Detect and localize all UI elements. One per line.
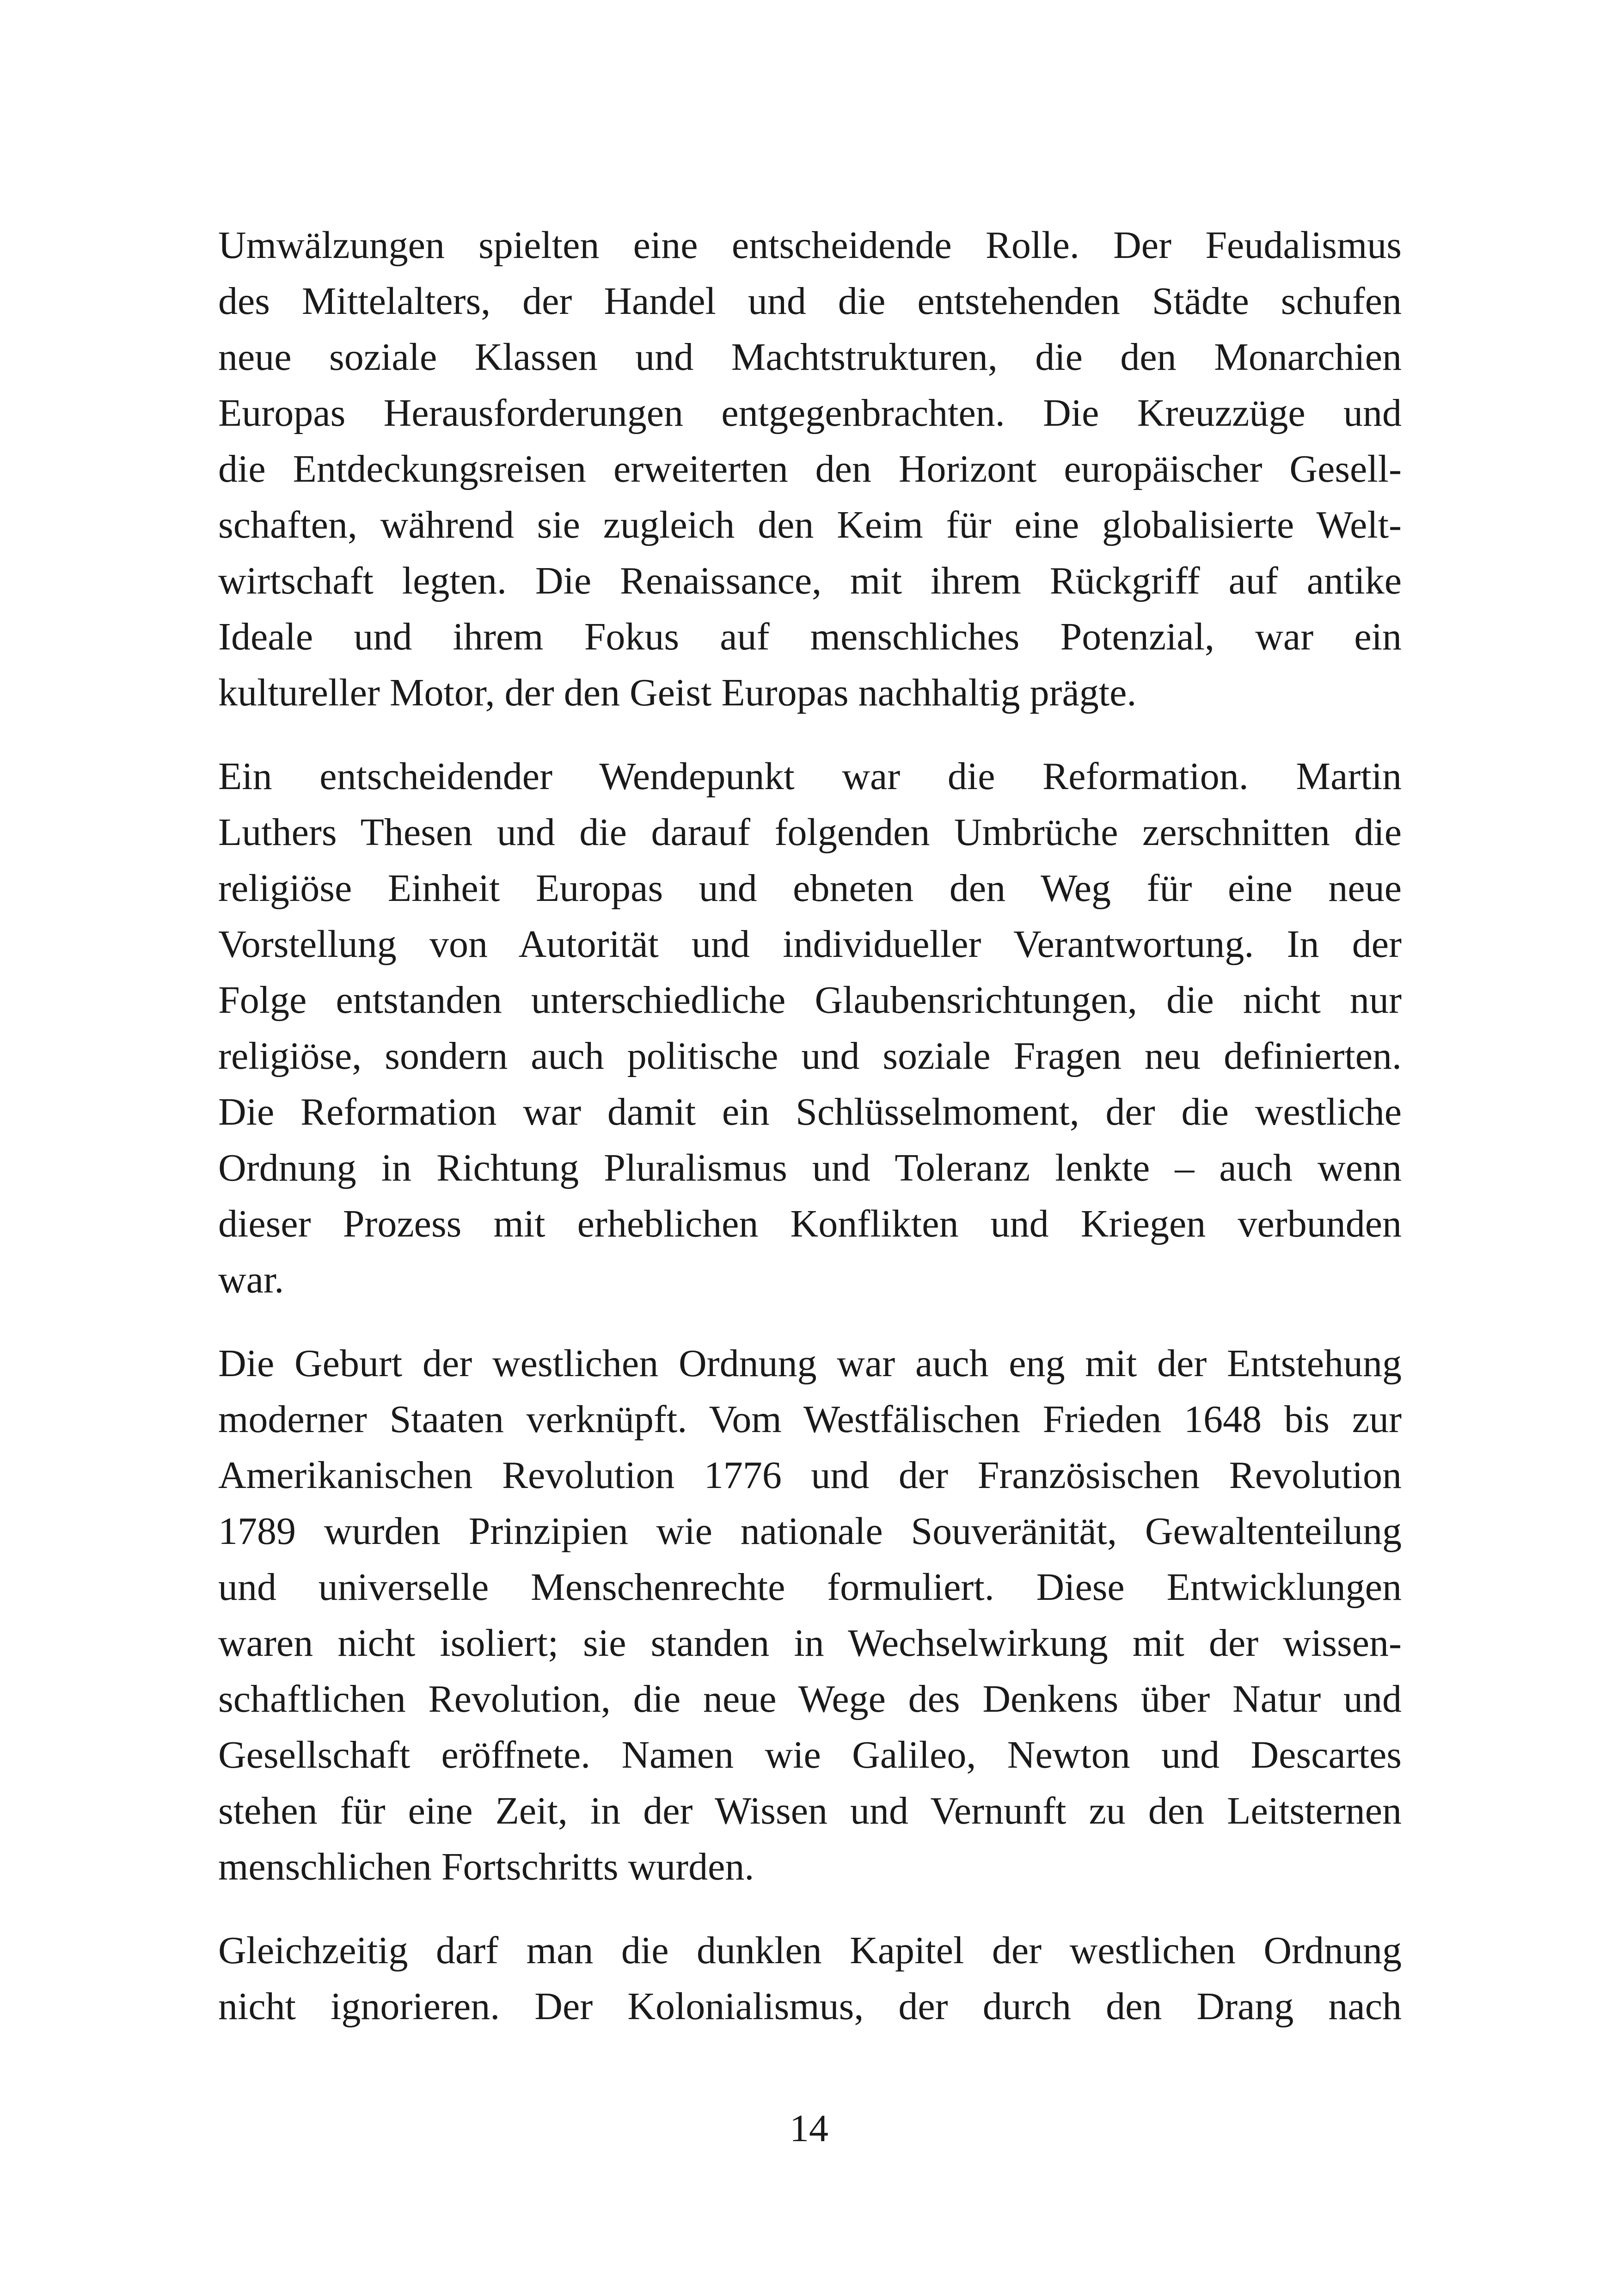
text-line: Europas Herausforderungen entgegenbrachten. Die Kreuzzüge und	[218, 392, 1402, 435]
text-line: moderner Staaten verknüpft. Vom Westfälischen Frieden 1648 bis zur	[218, 1398, 1402, 1441]
text-line: Ideale und ihrem Fokus auf menschliches Potenzial, war ein	[218, 615, 1402, 658]
text-line: nicht ignorieren. Der Kolonialismus, der durch den Drang nach	[218, 1985, 1402, 2028]
text-line: Vorstellung von Autorität und individueller Verantwortung. In der	[218, 923, 1402, 966]
text-line: und universelle Menschenrechte formuliert. Diese Entwicklungen	[218, 1566, 1402, 1609]
page-number: 14	[790, 2107, 828, 2150]
text-line: Die Geburt der westlichen Ordnung war auch eng mit der Entstehung	[218, 1342, 1402, 1385]
text-line: Luthers Thesen und die darauf folgenden Umbrüche zerschnitten die	[218, 811, 1402, 854]
text-line: stehen für eine Zeit, in der Wissen und Vernunft zu den Leitsternen	[218, 1789, 1402, 1832]
text-line: Gleichzeitig darf man die dunklen Kapitel der westlichen Ordnung	[218, 1929, 1402, 1972]
text-line: 1789 wurden Prinzipien wie nationale Souveränität, Gewaltenteilung	[218, 1510, 1402, 1553]
text-line: Gesellschaft eröffnete. Namen wie Galileo, Newton und Descartes	[218, 1733, 1402, 1776]
text-line: schaften, während sie zugleich den Keim für eine globalisierte Welt-	[218, 503, 1402, 546]
text-line: religiöse Einheit Europas und ebneten den Weg für eine neue	[218, 867, 1402, 910]
text-line: wirtschaft legten. Die Renaissance, mit ihrem Rückgriff auf antike	[218, 559, 1402, 602]
paragraph-2	[218, 748, 1402, 1308]
text-line: schaftlichen Revolution, die neue Wege des Denkens über Natur und	[218, 1678, 1402, 1720]
text-line: menschlichen Fortschritts wurden.	[218, 1845, 754, 1888]
text-line: Die Reformation war damit ein Schlüsselmoment, der die westliche	[218, 1090, 1402, 1133]
text-line: dieser Prozess mit erheblichen Konflikten und Kriegen verbunden	[218, 1202, 1402, 1245]
text-line: Ein entscheidender Wendepunkt war die Reformation. Martin	[218, 755, 1402, 798]
paragraph-3	[218, 1335, 1402, 1895]
text-line: war.	[218, 1258, 284, 1301]
text-line: waren nicht isoliert; sie standen in Wechselwirkung mit der wissen-	[218, 1622, 1402, 1665]
paragraph-1	[218, 217, 1402, 721]
text-line: Ordnung in Richtung Pluralismus und Toleranz lenkte – auch wenn	[218, 1146, 1402, 1189]
text-line: religiöse, sondern auch politische und soziale Fragen neu definierten.	[218, 1035, 1402, 1078]
text-line: des Mittelalters, der Handel und die entstehenden Städte schufen	[218, 280, 1402, 323]
paragraph-4	[218, 1923, 1402, 2034]
text-line: die Entdeckungsreisen erweiterten den Horizont europäischer Gesell-	[218, 447, 1402, 490]
text-line: Folge entstanden unterschiedliche Glaubensrichtungen, die nicht nur	[218, 979, 1402, 1022]
text-line: kultureller Motor, der den Geist Europas nachhaltig prägte.	[218, 671, 1137, 714]
text-line: Amerikanischen Revolution 1776 und der Französischen Revolution	[218, 1454, 1402, 1497]
text-line: Umwälzungen spielten eine entscheidende Rolle. Der Feudalismus	[218, 224, 1402, 267]
text-line: neue soziale Klassen und Machtstrukturen, die den Monarchien	[218, 336, 1402, 379]
body-text	[218, 217, 1402, 2062]
